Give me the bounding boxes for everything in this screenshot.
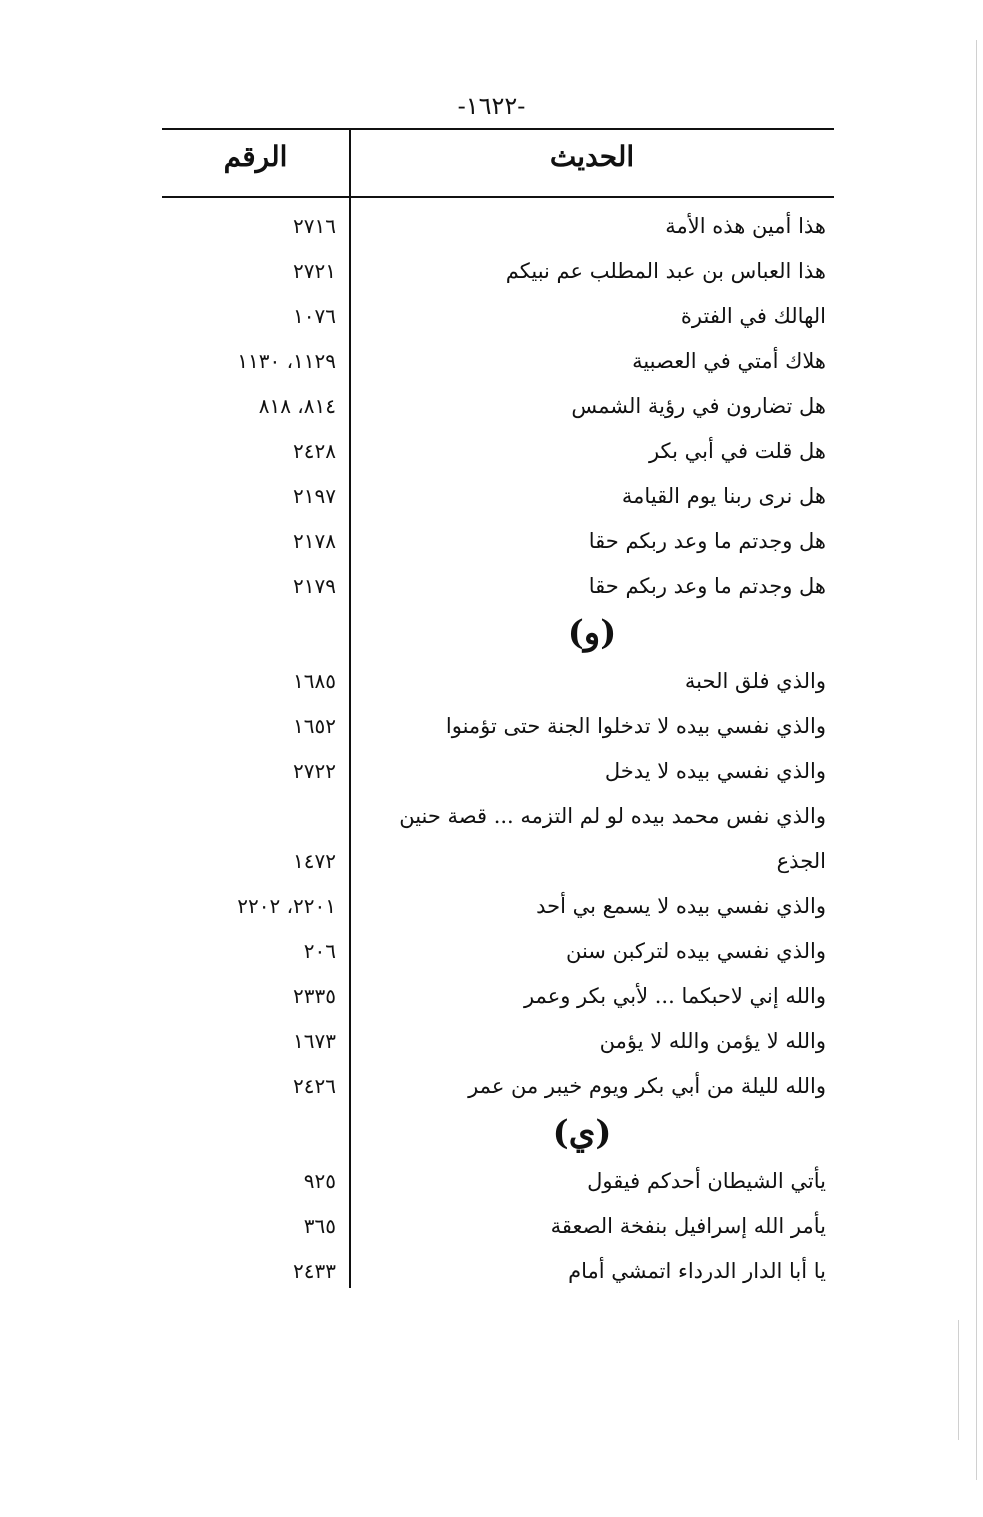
hadith-number: ١٦٧٣: [293, 1029, 336, 1053]
scan-edge-line: [958, 1320, 959, 1440]
hadith-text: والذي فلق الحبة: [684, 669, 826, 693]
hadith-number: ١٦٨٥: [293, 669, 336, 693]
hadith-number: ٢٣٣٥: [293, 984, 336, 1008]
hadith-number: ١٠٧٦: [293, 304, 336, 328]
table-row: [162, 933, 834, 978]
hadith-number: ٢١٩٧: [293, 484, 336, 508]
hadith-text: والذي نفسي بيده لا يسمع بي أحد: [536, 894, 826, 918]
hadith-number: ٢٤٣٣: [293, 1259, 336, 1283]
scan-edge-line: [976, 40, 977, 1480]
table-row: [162, 253, 834, 298]
column-header-number: الرقم: [223, 140, 288, 173]
hadith-text: هل وجدتم ما وعد ربكم حقا: [588, 574, 826, 598]
hadith-index-table: [162, 128, 834, 1288]
hadith-text: الهالك في الفترة: [680, 304, 826, 328]
table-row: [162, 568, 834, 613]
table-row: [162, 388, 834, 433]
hadith-number: ١٤٧٢: [293, 849, 336, 873]
hadith-text: هل وجدتم ما وعد ربكم حقا: [588, 529, 826, 553]
table-row: [162, 298, 834, 343]
hadith-number: ٢٤٢٦: [293, 1074, 336, 1098]
page-number: -١٦٢٢-: [457, 92, 526, 120]
table-row: [162, 978, 834, 1023]
hadith-number: ٢٠٦: [303, 939, 336, 963]
section-letter-ya: (ي): [552, 1113, 612, 1153]
hadith-number: ١١٢٩، ١١٣٠: [237, 349, 336, 373]
table-row: [162, 208, 834, 253]
hadith-text: هل تضارون في رؤية الشمس: [571, 394, 826, 418]
table-row: [162, 1068, 834, 1113]
table-row: [162, 478, 834, 523]
table-row: [162, 708, 834, 753]
hadith-text: والله لا يؤمن والله لا يؤمن: [599, 1029, 826, 1053]
hadith-number: ٢٢٠١، ٢٢٠٢: [237, 894, 336, 918]
table-row: [162, 1023, 834, 1068]
section-letter-waw: (و): [567, 613, 617, 653]
hadith-number: ٢٧١٦: [293, 214, 336, 238]
hadith-text: هل نرى ربنا يوم القيامة: [621, 484, 826, 508]
column-header-hadith: الحديث: [549, 140, 635, 173]
header-bottom-rule: [162, 196, 834, 198]
table-top-rule: [162, 128, 834, 130]
hadith-number: ٢٧٢٢: [293, 759, 336, 783]
hadith-text: والله إني لاحبكما ... لأبي بكر وعمر: [523, 984, 826, 1008]
table-row: [162, 843, 834, 888]
hadith-text: والذي نفسي بيده لتركبن سنن: [565, 939, 826, 963]
table-row: [162, 523, 834, 568]
hadith-number: ٢٤٢٨: [293, 439, 336, 463]
hadith-text: يأتي الشيطان أحدكم فيقول: [587, 1169, 826, 1193]
table-row: [162, 753, 834, 798]
table-row: [162, 433, 834, 478]
hadith-number: ٣٦٥: [303, 1214, 336, 1238]
hadith-number: ٢١٧٨: [293, 529, 336, 553]
table-row: [162, 798, 834, 843]
hadith-text: هل قلت في أبي بكر: [648, 439, 826, 463]
hadith-text: يأمر الله إسرافيل بنفخة الصعقة: [550, 1214, 826, 1238]
table-row: [162, 888, 834, 933]
table-row: [162, 1163, 834, 1208]
hadith-text: هلاك أمتي في العصبية: [632, 349, 826, 373]
hadith-number: ٢٧٢١: [293, 259, 336, 283]
hadith-text: والذي نفس محمد بيده لو لم التزمه ... قصة حنين: [399, 804, 826, 828]
hadith-text: والذي نفسي بيده لا تدخلوا الجنة حتى تؤمنوا: [445, 714, 826, 738]
hadith-text: والذي نفسي بيده لا يدخل: [604, 759, 826, 783]
hadith-text: هذا العباس بن عبد المطلب عم نبيكم: [505, 259, 826, 283]
hadith-number: ١٦٥٢: [293, 714, 336, 738]
hadith-text: والله لليلة من أبي بكر ويوم خيبر من عمر: [468, 1074, 826, 1098]
hadith-number: ٨١٤، ٨١٨: [258, 394, 336, 418]
table-row: [162, 663, 834, 708]
hadith-text: يا أبا الدار الدرداء اتمشي أمام: [568, 1259, 826, 1283]
table-row: [162, 343, 834, 388]
table-row: [162, 1208, 834, 1253]
hadith-text: هذا أمين هذه الأمة: [665, 214, 826, 238]
hadith-number: ٩٢٥: [303, 1169, 336, 1193]
table-row: [162, 1253, 834, 1298]
hadith-number: ٢١٧٩: [293, 574, 336, 598]
hadith-text: الجذع: [776, 849, 826, 873]
